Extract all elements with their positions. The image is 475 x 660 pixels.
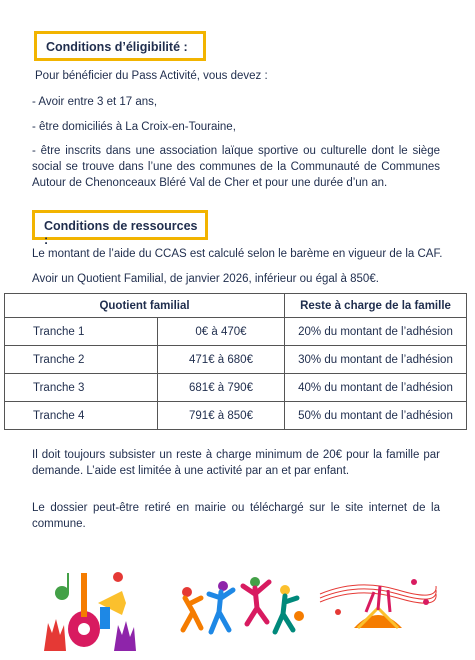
header-quotient: Quotient familial [5,294,285,318]
music-illustration [40,563,140,653]
tranche-cell: Tranche 3 [5,374,158,402]
eligibility-item-association: - être inscrits dans une association laïque sportive ou culturelle dont le siège social se trouve dans l’une des communes de la Communauté de Communes Autour de Chenonceaux Bléré Val de Cher et pour une durée d’un an. [32,145,440,189]
resources-paragraph-quotient: Avoir un Quotient Familial, de janvier 2026, inférieur ou égal à 850€. [32,273,379,285]
sports-illustration [175,572,305,642]
note-icon [113,572,123,582]
ball-player-icon [275,585,304,632]
eligibility-item-age: - Avoir entre 3 et 17 ans, [32,96,158,108]
quotient-table [4,293,467,430]
note-dossier: Le dossier peut-être retiré en mairie ou téléchargé sur le site internet de la commune. [32,502,440,530]
resources-paragraph-caf: Le montant de l’aide du CCAS est calculé selon le barème en vigueur de la CAF. [32,248,443,260]
table-row [5,402,467,430]
open-book-icon [354,586,402,628]
note-icon [55,586,69,600]
dancer-icon [209,581,233,632]
charge-cell: 30% du montant de l’adhésion [285,346,467,374]
trumpet-icon [98,591,126,629]
eligibility-item-domicile: - être domiciliés à La Croix-en-Touraine, [32,121,236,133]
tranche-cell: Tranche 2 [5,346,158,374]
table-row [5,346,467,374]
table-row [5,318,467,346]
eligibility-heading-box [34,31,206,61]
table-header-row [5,294,467,318]
resources-heading-box [32,210,208,247]
guitar-icon [68,573,100,647]
eligibility-intro: Pour bénéficier du Pass Activité, vous devez : [35,70,268,82]
table-row [5,374,467,402]
range-cell: 471€ à 680€ [158,346,285,374]
charge-cell: 20% du montant de l’adhésion [285,318,467,346]
charge-cell: 50% du montant de l’adhésion [285,402,467,430]
range-cell: 791€ à 850€ [158,402,285,430]
tranche-cell: Tranche 4 [5,402,158,430]
books-illustration [318,572,438,632]
tranche-cell: Tranche 1 [5,318,158,346]
runner-icon [182,587,201,630]
header-reste-charge: Reste à charge de la famille [285,294,467,318]
resources-heading: Conditions de ressources : [44,219,198,247]
charge-cell: 40% du montant de l’adhésion [285,374,467,402]
range-cell: 681€ à 790€ [158,374,285,402]
eligibility-heading: Conditions d’éligibilité : [46,40,188,54]
range-cell: 0€ à 470€ [158,318,285,346]
jumper-icon [243,577,269,624]
note-minimum-charge: Il doit toujours subsister un reste à charge minimum de 20€ pour la famille par demande. L’aide est limitée à une activité par an et par enfant. [32,449,440,477]
